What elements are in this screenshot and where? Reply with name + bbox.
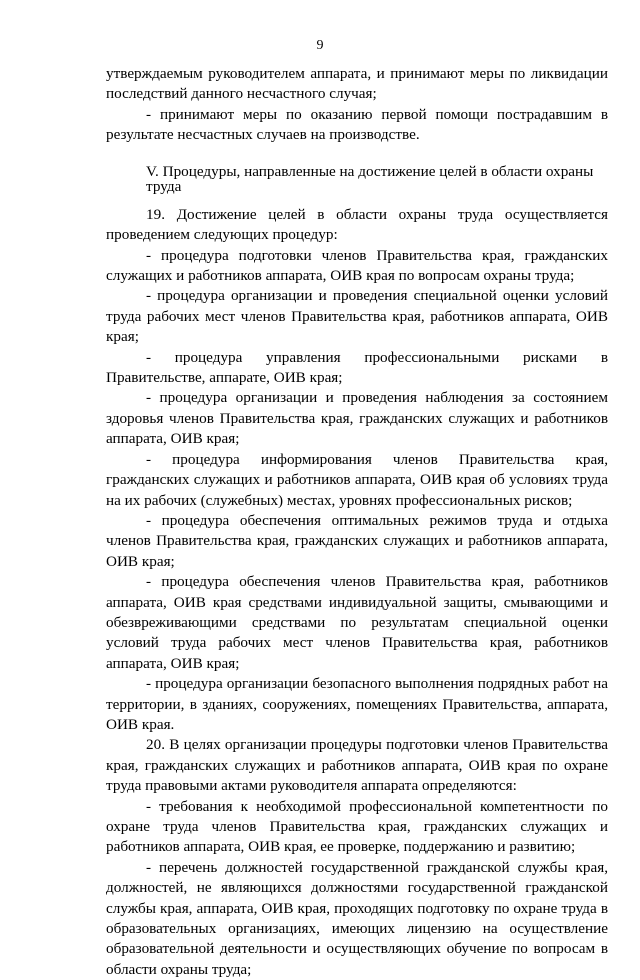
clause-19: 19. Достижение целей в области охраны труда осуществляется проведением следующих процедур: bbox=[106, 205, 608, 244]
list-item: - процедура организации и проведения специальной оценки условий труда рабочих мест членов Правительства края, работников аппарата, ОИВ края; bbox=[106, 287, 608, 346]
list-item: - процедура обеспечения оптимальных режимов труда и отдыха членов Правительства края, гражданских служащих и работников аппарата, ОИВ края; bbox=[106, 511, 608, 570]
section-heading: V. Процедуры, направленные на достижение целей в области охраны труда bbox=[146, 162, 594, 196]
paragraph-continuation: утверждаемым руководителем аппарата, и принимают меры по ликвидации последствий данного несчастного случая; bbox=[106, 65, 608, 103]
document-body bbox=[106, 64, 608, 980]
list-item: - перечень должностей государственной гражданской службы края, должностей, не являющихся должностями государственной гражданской службы края, аппарата, ОИВ края, проходящих подготовку по охране труда в образовательных организациях, имеющих лицензию на осуществление образовательной деятельности и осуществляющих обучение по вопросам в области охраны труда; bbox=[106, 858, 608, 978]
list-item: - требования к необходимой профессиональной компетентности по охране труда членов Правительства края, гражданских служащих и работников аппарата, ОИВ края, ее проверке, поддержанию и развитию; bbox=[106, 797, 608, 856]
section-v bbox=[106, 164, 608, 980]
list-item: - процедура организации безопасного выполнения подрядных работ на территории, в зданиях, сооружениях, помещениях Правительства, аппарата, ОИВ края. bbox=[106, 675, 608, 733]
paragraph: - принимают меры по оказанию первой помощи пострадавшим в результате несчастных случаев на производстве. bbox=[106, 105, 608, 144]
list-item: - процедура подготовки членов Правительства края, гражданских служащих и работников аппарата, ОИВ края по вопросам охраны труда; bbox=[106, 246, 608, 285]
clause-20: 20. В целях организации процедуры подготовки членов Правительства края, гражданских служащих и работников аппарата, ОИВ края по охране труда правовыми актами руководителя аппарата определяются: bbox=[106, 736, 608, 795]
list-item: - процедура обеспечения членов Правительства края, работников аппарата, ОИВ края средствами индивидуальной защиты, смывающими и обезвреживающими средствами по результатам специальной оценки условий труда рабочих мест членов Правительства края, работников аппарата, ОИВ края; bbox=[106, 573, 608, 672]
list-item: - процедура информирования членов Правительства края, гражданских служащих и работников аппарата, ОИВ края об условиях труда на их рабочих (служебных) местах, уровнях профессиональных рисков; bbox=[106, 450, 608, 509]
list-item: - процедура управления профессиональными рисками в Правительстве, аппарате, ОИВ края; bbox=[106, 348, 608, 387]
page-number: 9 bbox=[316, 38, 324, 53]
list-item: - процедура организации и проведения наблюдения за состоянием здоровья членов Правительства края, гражданских служащих и работников аппарата, ОИВ края; bbox=[106, 389, 608, 448]
